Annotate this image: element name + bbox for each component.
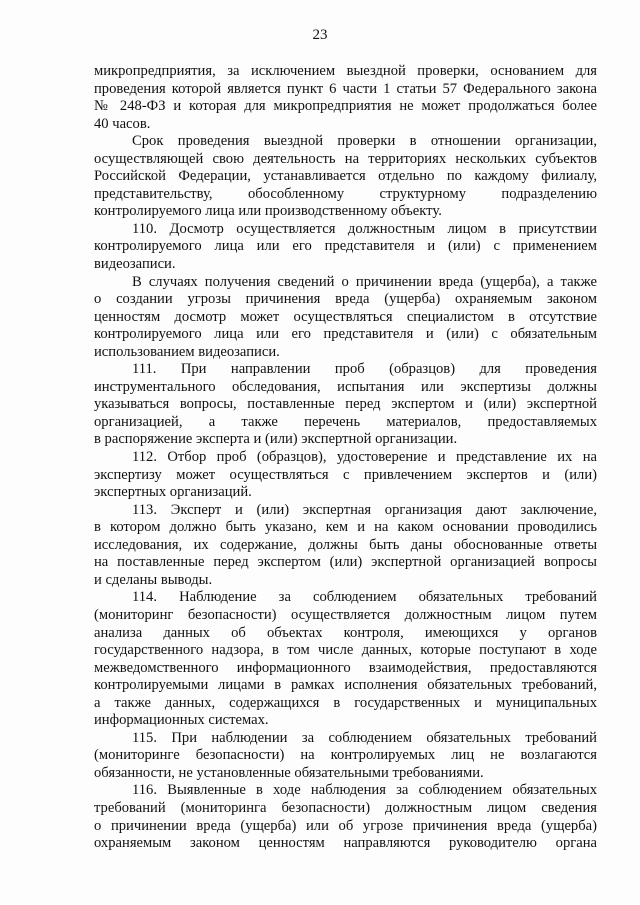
text-line: проведения которой является пункт 6 части 1 статьи 57 Федерального закона — [94, 80, 597, 97]
text-line: инструментального обследования, испытания или экспертизы должны — [94, 378, 597, 395]
text-line: анализа данных об объектах контроля, имеющихся у органов — [94, 624, 597, 641]
text-line: Российской Федерации, устанавливается отдельно по каждому филиалу, — [94, 168, 597, 185]
paragraph-110 — [94, 221, 597, 274]
text-line: а также данных, содержащихся в государственных и муниципальных — [94, 694, 597, 711]
text-line: использованием видеозаписи. — [94, 343, 280, 360]
text-line: контролируемого лица или его представителя и (или) с применением — [94, 238, 597, 255]
paragraph-111 — [94, 361, 597, 449]
text-line: охраняемым законом ценностям направляются руководителю органа — [94, 835, 597, 852]
text-line: организацией, а также перечень материалов, предоставляемых — [94, 413, 597, 430]
text-line: указываться вопросы, поставленные перед экспертом и (или) экспертной — [94, 396, 597, 413]
paragraph-srok — [94, 133, 597, 221]
text-line: микропредприятия, за исключением выездной проверки, основанием для — [94, 63, 597, 79]
text-line: контролируемыми лицами в рамках исполнения обязательных требований, — [94, 677, 597, 694]
text-line: информационных системах. — [94, 712, 269, 729]
text-line: ценностям досмотр может осуществляться специалистом в отсутствие — [94, 308, 597, 325]
text-line: 116. Выявленные в ходе наблюдения за соблюдением обязательных — [132, 782, 597, 799]
text-line: Срок проведения выездной проверки в отношении организации, — [132, 133, 597, 150]
text-line: осуществляющей свою деятельность на территориях нескольких субъектов — [94, 150, 597, 167]
text-line: 113. Эксперт и (или) экспертная организация дают заключение, — [132, 501, 597, 518]
text-line: исследования, их содержание, должны быть даны обоснованные ответы — [94, 536, 597, 553]
paragraph-113 — [94, 502, 597, 590]
text-line: (мониторинге безопасности) на контролируемых лиц не возлагаются — [94, 747, 597, 764]
text-line: межведомственного информационного взаимодействия, предоставляются — [94, 659, 597, 676]
text-line: в распоряжение эксперта и (или) экспертной организации. — [94, 431, 458, 448]
text-line: контролируемого лица или производственному объекту. — [94, 203, 442, 220]
text-line: контролируемого лица или его представителя и (или) с обязательным — [94, 326, 597, 343]
text-line: представительству, обособленному структурному подразделению — [94, 185, 597, 202]
paragraph-114 — [94, 589, 597, 729]
paragraph-110-2 — [94, 274, 597, 362]
text-line: В случаях получения сведений о причинении вреда (ущерба), а также — [132, 273, 597, 290]
paragraph-116 — [94, 782, 597, 852]
text-line: обязанности, не установленные обязательными требованиями. — [94, 764, 484, 781]
text-line: № 248-ФЗ и которая для микропредприятия не может продолжаться более — [94, 98, 597, 115]
text-line: 110. Досмотр осуществляется должностным лицом в присутствии — [132, 220, 597, 237]
text-line: 115. При наблюдении за соблюдением обязательных требований — [132, 729, 597, 746]
text-line: экспертизу может осуществляться с привлечением экспертов и (или) — [94, 466, 597, 483]
text-line: 40 часов. — [94, 115, 151, 132]
text-line: государственного надзора, в том числе данных, которые поступают в ходе — [94, 642, 597, 659]
text-line: в котором должно быть указано, кем и на каком основании проводились — [94, 519, 597, 536]
text-line: 112. Отбор проб (образцов), удостоверение и представление их на — [132, 449, 597, 466]
text-line: экспертных организаций. — [94, 484, 252, 501]
text-line: видеозаписи. — [94, 256, 176, 273]
text-line: на поставленные перед экспертом (или) экспертной организацией вопросы — [94, 554, 597, 571]
text-line: (мониторинг безопасности) осуществляется должностным лицом путем — [94, 606, 597, 623]
text-line: требований (мониторинга безопасности) должностным лицом сведения — [94, 799, 597, 816]
text-line: 114. Наблюдение за соблюдением обязательных требований — [132, 589, 597, 606]
paragraph-continuation — [94, 63, 597, 133]
document-body — [94, 63, 597, 853]
paragraph-115 — [94, 730, 597, 783]
text-line: и сделаны выводы. — [94, 571, 213, 588]
page-number: 23 — [312, 27, 328, 43]
paragraph-112 — [94, 449, 597, 502]
text-line: 111. При направлении проб (образцов) для проведения — [132, 361, 597, 378]
text-line: о создании угрозы причинения вреда (ущерба) охраняемым законом — [94, 291, 597, 308]
text-line: о причинении вреда (ущерба) или об угрозе причинения вреда (ущерба) — [94, 817, 597, 834]
